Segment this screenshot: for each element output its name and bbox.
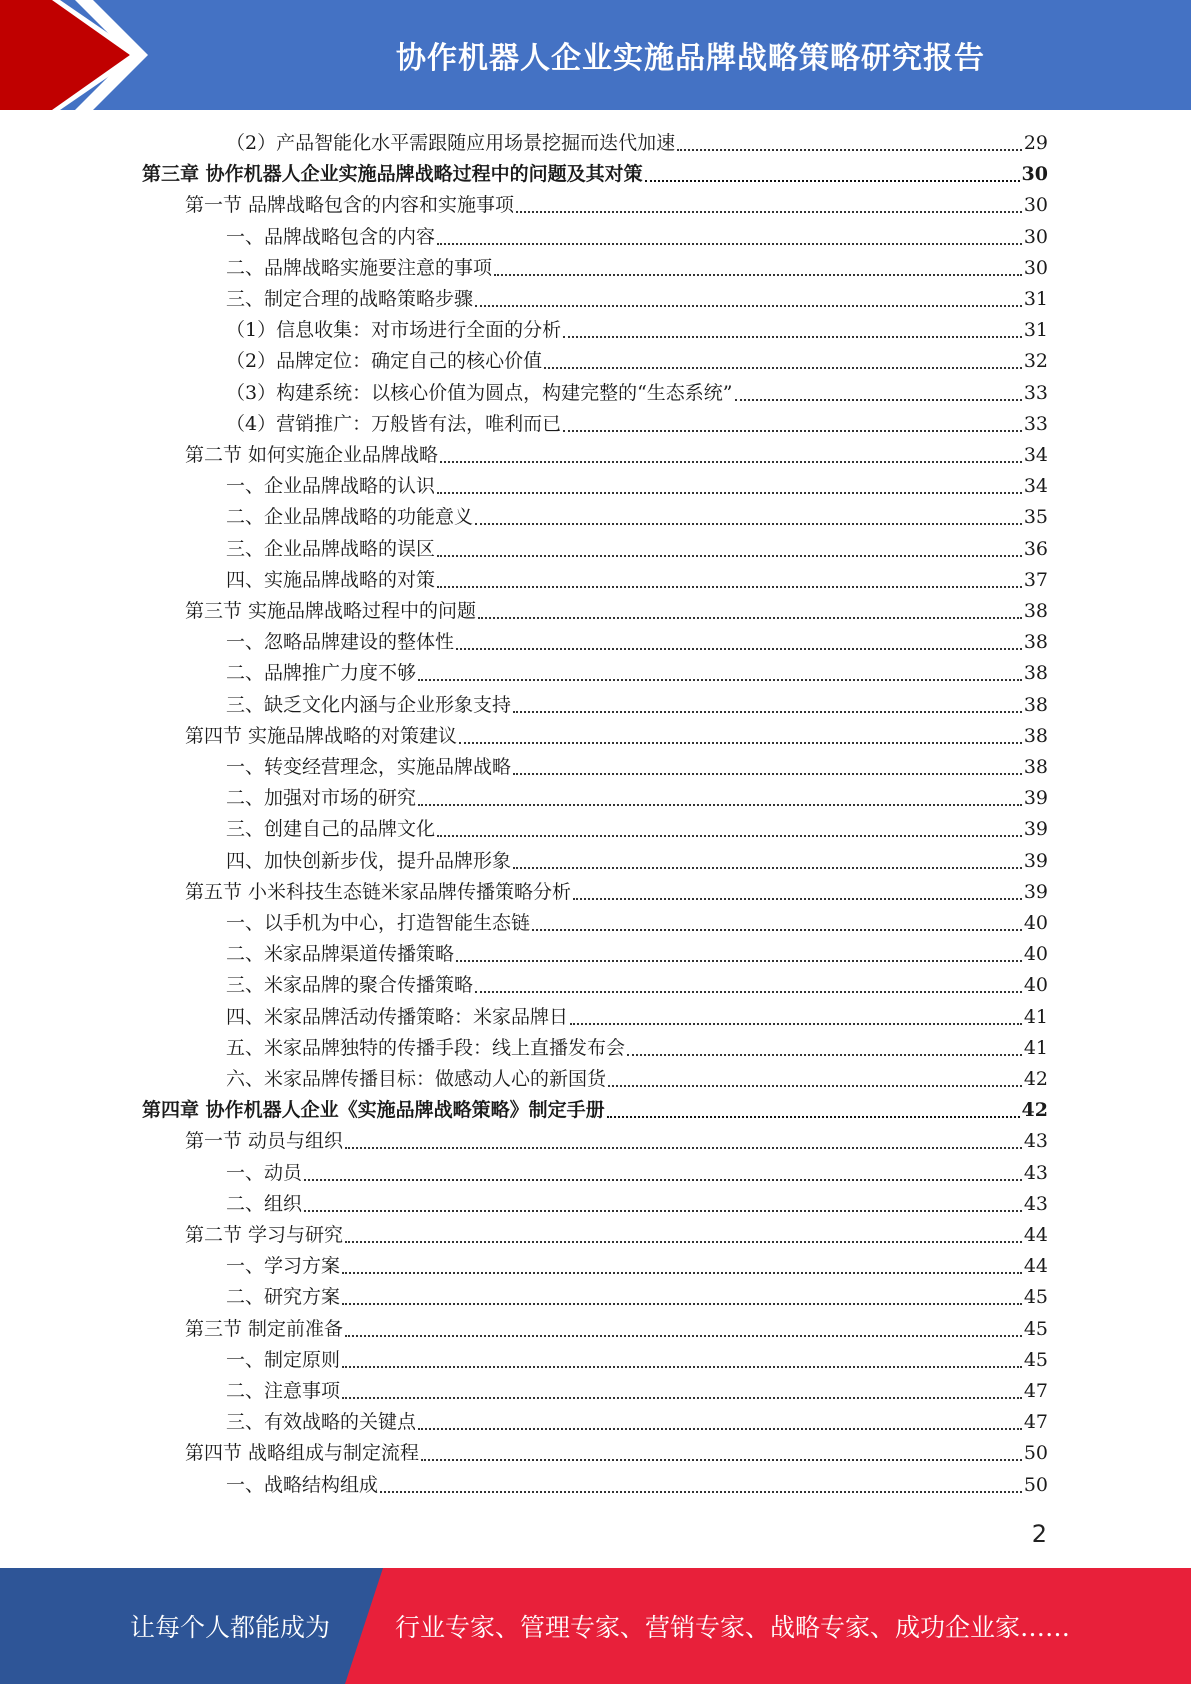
toc-subsection-entry[interactable] [226,1376,1048,1407]
toc-entry-page: 31 [1023,288,1048,310]
toc-entry-page: 40 [1023,912,1048,934]
toc-section-entry[interactable] [185,1438,1048,1469]
toc-entry-label: 二、组织 [226,1192,303,1215]
toc-leader-dots [437,471,1022,502]
toc-entry-label: 三、米家品牌的聚合传播策略 [226,974,474,997]
toc-entry-label: 第一节 品牌战略包含的内容和实施事项 [185,194,515,217]
toc-entry-page: 37 [1023,568,1048,591]
toc-leader-dots [437,534,1022,565]
toc-leader-dots [342,1345,1022,1376]
toc-entry-label: 第三节 实施品牌战略过程中的问题 [185,600,477,622]
toc-leader-dots [418,1407,1022,1438]
toc-leader-dots [459,721,1022,752]
toc-entry-page: 41 [1023,1005,1048,1028]
toc-entry-page: 43 [1023,1192,1048,1215]
toc-entry-page: 38 [1023,756,1048,778]
toc-leader-dots [345,1314,1022,1345]
toc-subsection-entry[interactable] [226,1002,1048,1033]
toc-entry-page: 38 [1023,600,1048,622]
toc-entry-page: 30 [1023,194,1048,217]
toc-section-entry[interactable] [185,1126,1048,1157]
toc-leader-dots [440,440,1022,471]
toc-entry-page: 38 [1023,693,1048,716]
toc-entry-page: 31 [1023,319,1048,342]
toc-entry-label: 第三节 制定前准备 [185,1317,344,1340]
toc-subsection-entry[interactable] [226,1189,1048,1220]
toc-leader-dots [437,565,1022,596]
toc-leader-dots [516,190,1022,221]
toc-leader-dots [418,658,1022,689]
toc-entry-label: 一、制定原则 [226,1348,341,1371]
toc-leader-dots [494,253,1022,284]
toc-leader-dots [475,284,1022,315]
toc-entry-label: 一、战略结构组成 [226,1473,379,1496]
toc-leader-dots [475,502,1022,533]
toc-entry-page: 43 [1023,1130,1048,1153]
toc-entry-page: 40 [1023,943,1048,966]
toc-entry-page: 42 [1021,1099,1048,1122]
toc-leader-dots [304,1158,1022,1189]
toc-leader-dots [544,346,1022,377]
toc-subsection-entry[interactable] [226,253,1048,284]
toc-leader-dots [627,1033,1022,1064]
toc-entry-label: 三、制定合理的战略策略步骤 [226,288,474,310]
page-number: 2 [1031,1520,1047,1548]
toc-entry-page: 50 [1023,1473,1048,1496]
toc-entry-page: 45 [1023,1317,1048,1340]
toc-entry-label: 二、品牌推广力度不够 [226,662,417,685]
toc-entry-page: 33 [1023,412,1048,435]
page-header [0,0,1191,110]
toc-entry-label: （3）构建系统：以核心价值为圆点，构建完整的“生态系统” [226,381,733,404]
toc-leader-dots [418,783,1022,814]
toc-entry-label: 四、实施品牌战略的对策 [226,568,436,591]
toc-entry-page: 44 [1023,1255,1048,1278]
toc-subsection-entry[interactable] [226,1407,1048,1438]
toc-entry-page: 39 [1023,880,1048,903]
toc-leader-dots [421,1438,1022,1469]
toc-subsection-entry[interactable] [226,1064,1048,1095]
toc-entry-label: 第四节 战略组成与制定流程 [185,1442,420,1465]
toc-entry-label: 一、动员 [226,1161,303,1184]
toc-subsection-entry[interactable] [226,690,1048,721]
toc-entry-page: 34 [1023,475,1048,498]
toc-section-entry[interactable] [185,1220,1048,1251]
toc-leader-dots [513,752,1022,783]
toc-entry-page: 34 [1023,444,1048,466]
toc-leader-dots [345,1220,1022,1251]
toc-entry-label: 一、品牌战略包含的内容 [226,225,436,248]
toc-leader-dots [380,1470,1022,1501]
toc-entry-page: 41 [1023,1036,1048,1059]
toc-entry-label: 第三章 协作机器人企业实施品牌战略过程中的问题及其对策 [142,163,643,186]
toc-entry-page: 32 [1023,350,1048,373]
toc-entry-page: 30 [1021,163,1048,186]
toc-entry-page: 43 [1023,1161,1048,1184]
toc-entry-label: 第五节 小米科技生态链米家品牌传播策略分析 [185,880,572,903]
toc-entry-page: 42 [1023,1068,1048,1090]
toc-leader-dots [437,814,1022,845]
toc-entry-label: 二、米家品牌渠道传播策略 [226,943,455,966]
toc-subsection-entry[interactable] [226,284,1048,315]
toc-entry-label: 一、转变经营理念，实施品牌战略 [226,756,512,778]
toc-entry-page: 35 [1023,506,1048,529]
toc-entry-label: 一、忽略品牌建设的整体性 [226,631,455,654]
toc-leader-dots [532,908,1022,939]
toc-subsection-entry[interactable] [226,846,1048,877]
toc-subsection-entry[interactable] [226,1251,1048,1282]
toc-leader-dots [342,1251,1022,1282]
toc-leader-dots [645,159,1020,190]
toc-entry-page: 38 [1023,662,1048,685]
toc-entry-page: 50 [1023,1442,1048,1465]
toc-entry-label: （2）产品智能化水平需跟随应用场景挖掘而迭代加速 [226,132,676,154]
toc-subsection-entry[interactable] [226,752,1048,783]
footer-slogan-roles: 行业专家、管理专家、营销专家、战略专家、成功企业家…… [395,1613,1071,1642]
toc-subsection-entry[interactable] [226,346,1048,377]
toc-subsection-entry[interactable] [226,534,1048,565]
toc-entry-label: 三、有效战略的关键点 [226,1411,417,1434]
toc-leader-dots [437,222,1022,253]
toc-entry-label: （4）营销推广：万般皆有法，唯利而已 [226,412,562,435]
toc-subsection-entry[interactable] [226,814,1048,845]
toc-entry-label: （2）品牌定位：确定自己的核心价值 [226,350,543,373]
toc-section-entry[interactable] [185,721,1048,752]
toc-leader-dots [513,846,1022,877]
toc-leader-dots [342,1376,1022,1407]
toc-leader-dots [573,877,1022,908]
toc-entry-label: 一、以手机为中心，打造智能生态链 [226,912,531,934]
toc-section-entry[interactable] [185,190,1048,221]
toc-subsection-entry[interactable] [226,783,1048,814]
toc-leader-dots [563,315,1022,346]
toc-entry-page: 30 [1023,256,1048,279]
toc-leader-dots [570,1002,1022,1033]
toc-leader-dots [345,1126,1022,1157]
toc-entry-page: 44 [1023,1224,1048,1246]
toc-leader-dots [456,939,1022,970]
toc-subsection-entry[interactable] [226,1158,1048,1189]
toc-entry-page: 40 [1023,974,1048,997]
toc-entry-page: 36 [1023,537,1048,560]
toc-leader-dots [304,1189,1022,1220]
toc-section-entry[interactable] [185,877,1048,908]
footer-slogan-lead: 让每个人都能成为 [130,1613,331,1642]
toc-entry-page: 33 [1023,381,1048,404]
toc-entry-label: 五、米家品牌独特的传播手段：线上直播发布会 [226,1036,626,1059]
toc-leader-dots [342,1282,1022,1313]
toc-entry-page: 38 [1023,724,1048,747]
toc-entry-page: 45 [1023,1286,1048,1309]
toc-section-entry[interactable] [185,1314,1048,1345]
toc-entry-label: 二、企业品牌战略的功能意义 [226,506,474,529]
toc-subsection-entry[interactable] [226,908,1048,939]
toc-entry-label: 一、学习方案 [226,1255,341,1278]
toc-subsection-entry[interactable] [226,222,1048,253]
toc-subsection-entry[interactable] [226,378,1048,409]
toc-subsection-entry[interactable] [226,970,1048,1001]
toc-entry-label: 二、品牌战略实施要注意的事项 [226,256,493,279]
toc-leader-dots [563,409,1022,440]
toc-entry-label: 第二节 学习与研究 [185,1224,344,1246]
toc-entry-page: 39 [1023,787,1048,810]
toc-leader-dots [677,128,1022,159]
toc-section-entry[interactable] [185,596,1048,627]
document-title: 协作机器人企业实施品牌战略策略研究报告 [396,41,985,76]
toc-subsection-entry[interactable] [226,128,1048,159]
toc-subsection-entry[interactable] [226,627,1048,658]
toc-subsection-entry[interactable] [226,565,1048,596]
toc-chapter-entry[interactable] [142,159,1048,190]
toc-entry-label: 二、加强对市场的研究 [226,787,417,810]
toc-leader-dots [456,627,1022,658]
toc-entry-label: 一、企业品牌战略的认识 [226,475,436,498]
toc-entry-label: 第一节 动员与组织 [185,1130,344,1153]
toc-leader-dots [513,690,1022,721]
toc-subsection-entry[interactable] [226,1470,1048,1501]
toc-entry-label: 六、米家品牌传播目标：做感动人心的新国货 [226,1068,607,1090]
page-footer [0,1568,1191,1684]
toc-subsection-entry[interactable] [226,658,1048,689]
toc-subsection-entry[interactable] [226,315,1048,346]
toc-entry-page: 39 [1023,818,1048,841]
toc-chapter-entry[interactable] [142,1095,1048,1126]
toc-leader-dots [475,970,1022,1001]
toc-entry-label: （1）信息收集：对市场进行全面的分析 [226,319,562,342]
toc-leader-dots [608,1064,1022,1095]
toc-entry-label: 第四节 实施品牌战略的对策建议 [185,724,458,747]
toc-entry-label: 四、加快创新步伐，提升品牌形象 [226,849,512,872]
toc-subsection-entry[interactable] [226,409,1048,440]
toc-section-entry[interactable] [185,440,1048,471]
toc-entry-label: 第二节 如何实施企业品牌战略 [185,444,439,466]
toc-entry-label: 四、米家品牌活动传播策略：米家品牌日 [226,1005,569,1028]
toc-entry-page: 39 [1023,849,1048,872]
toc-entry-page: 38 [1023,631,1048,654]
toc-entry-page: 47 [1023,1380,1048,1402]
toc-entry-label: 第四章 协作机器人企业《实施品牌战略策略》制定手册 [142,1099,605,1122]
toc-leader-dots [478,596,1022,627]
toc-entry-label: 三、缺乏文化内涵与企业形象支持 [226,693,512,716]
toc-subsection-entry[interactable] [226,502,1048,533]
toc-subsection-entry[interactable] [226,1033,1048,1064]
toc-subsection-entry[interactable] [226,1282,1048,1313]
toc-entry-label: 二、研究方案 [226,1286,341,1309]
toc-entry-page: 45 [1023,1348,1048,1371]
toc-subsection-entry[interactable] [226,471,1048,502]
toc-entry-label: 三、企业品牌战略的误区 [226,537,436,560]
toc-entry-page: 29 [1023,132,1048,154]
toc-entry-page: 30 [1023,225,1048,248]
toc-leader-dots [735,378,1022,409]
toc-subsection-entry[interactable] [226,1345,1048,1376]
toc-subsection-entry[interactable] [226,939,1048,970]
toc-leader-dots [607,1095,1020,1126]
toc-entry-page: 47 [1023,1411,1048,1434]
toc-entry-label: 三、创建自己的品牌文化 [226,818,436,841]
toc-entry-label: 二、注意事项 [226,1380,341,1402]
